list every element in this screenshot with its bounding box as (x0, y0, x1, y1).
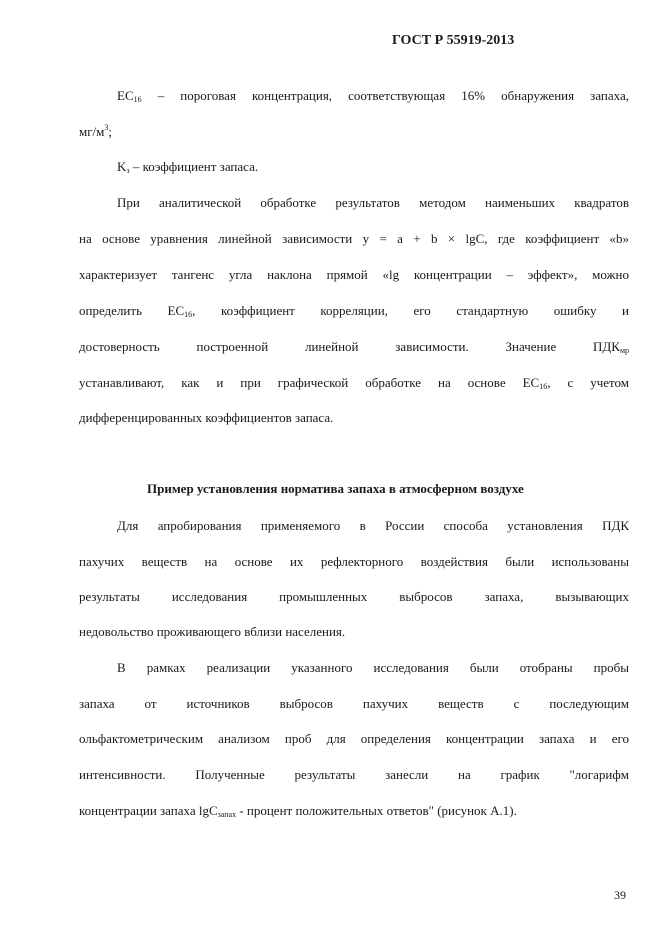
para1-line: дифференцированных коэффициентов запаса. (79, 410, 334, 425)
para2-line: пахучих веществ на основе их рефлекторного воздействия были использованы (79, 554, 629, 569)
para2-line: недовольство проживающего вблизи населения. (79, 624, 346, 639)
para2-line: Для апробирования применяемого в России способа установления ПДК (117, 518, 629, 533)
page-number: 39 (614, 888, 626, 902)
document-header: ГОСТ Р 55919-2013 (392, 33, 515, 48)
para2-line: результаты исследования промышленных выбросов запаха, вызывающих (79, 589, 629, 604)
para3-line: запаха от источников выбросов пахучих веществ с последующим (79, 696, 629, 711)
para3-line: В рамках реализации указанного исследования были отобраны пробы (117, 660, 629, 675)
para1-line: устанавливают, как и при графической обработке на основе $EC_{16}$, с учетом (79, 375, 629, 391)
para1-line: на основе уравнения линейной зависимости y = a + b × lgC, где коэффициент «b» (79, 231, 629, 246)
definition-ec16-unit: $мг/м^3$; (79, 123, 113, 139)
para1-line: определить $EC_{16}$, коэффициент корреляции, его стандартную ошибку и (79, 303, 630, 319)
para3-line: интенсивности. Полученные результаты занесли на график "логарифм (79, 767, 629, 782)
para3-line: концентрации запаха lgC$_{запах}$ - процент положительных ответов" (рисунок А.1). (79, 803, 517, 819)
section-heading: Пример установления норматива запаха в атмосферном воздухе (147, 481, 524, 496)
definition-kz: $K_з$ – коэффициент запаса. (117, 159, 259, 175)
definition-ec16: $EC_{16}$ – пороговая концентрация, соответствующая 16% обнаружения запаха, (117, 88, 629, 104)
para1-line: характеризует тангенс угла наклона прямой «lg концентрации – эффект», можно (79, 267, 629, 282)
para1-line: достоверность построенной линейной зависимости. Значение $ПДК_{мр}$ (79, 339, 629, 355)
para3-line: ольфактометрическим анализом проб для определения концентрации запаха и его (79, 731, 629, 746)
para1-line: При аналитической обработке результатов методом наименьших квадратов (117, 195, 629, 210)
